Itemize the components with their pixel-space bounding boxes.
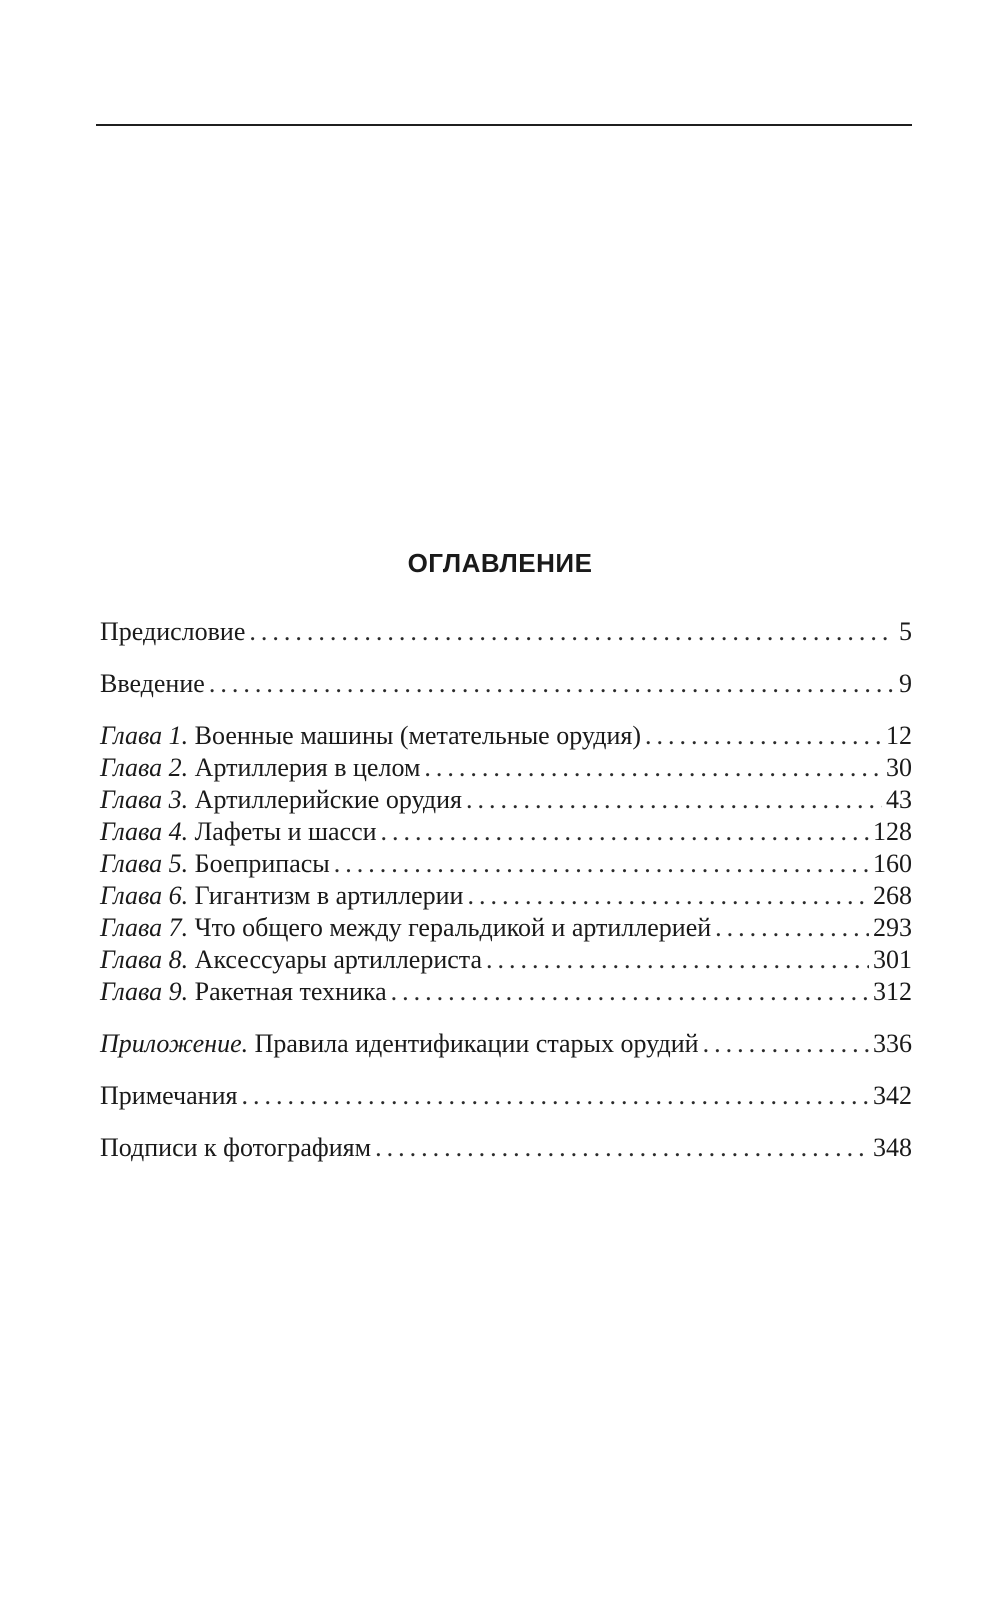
toc-group-notes [100, 1080, 912, 1112]
toc-entry-introduction [100, 668, 912, 700]
toc-group-photo-captions [100, 1132, 912, 1164]
toc-entry-label: Введение [100, 669, 205, 698]
toc-page-number: 301 [873, 945, 912, 974]
toc-entry-chapter-5 [100, 848, 912, 880]
toc-page-number: 268 [873, 881, 912, 910]
toc-entry-notes [100, 1080, 912, 1112]
toc-entry-chapter-7 [100, 912, 912, 944]
toc-entry-label [100, 944, 482, 976]
toc-page-number: 348 [873, 1133, 912, 1162]
dot-leader [381, 816, 869, 848]
toc-page-number: 12 [886, 721, 912, 750]
toc-group-chapters [100, 720, 912, 1008]
toc-entry-photo-captions [100, 1132, 912, 1164]
toc-page-number: 30 [886, 753, 912, 782]
toc-entry-label: Примечания [100, 1081, 238, 1110]
toc-group-introduction [100, 668, 912, 700]
appendix-prefix: Приложение. [100, 1029, 249, 1058]
chapter-prefix: Глава 9. [100, 977, 189, 1006]
dot-leader [249, 616, 895, 648]
chapter-title: Военные машины (метательные орудия) [194, 721, 641, 750]
chapter-title: Артиллерия в целом [194, 753, 421, 782]
dot-leader [715, 912, 869, 944]
toc-entry-label [100, 912, 711, 944]
toc-page-number: 336 [873, 1029, 912, 1058]
toc-entry-chapter-1 [100, 720, 912, 752]
toc-entry-label [100, 848, 330, 880]
toc-entry-chapter-6 [100, 880, 912, 912]
table-of-contents [100, 616, 912, 1164]
toc-entry-preface [100, 616, 912, 648]
toc-page-number: 9 [899, 669, 912, 698]
toc-page-number: 312 [873, 977, 912, 1006]
dot-leader [334, 848, 869, 880]
dot-leader [391, 976, 869, 1008]
chapter-prefix: Глава 8. [100, 945, 189, 974]
toc-entry-chapter-4 [100, 816, 912, 848]
dot-leader [467, 880, 869, 912]
toc-page-number: 293 [873, 913, 912, 942]
toc-entry-label [100, 784, 462, 816]
toc-entry-label [100, 816, 377, 848]
chapter-title: Артиллерийские орудия [194, 785, 462, 814]
toc-entry-label [100, 720, 641, 752]
toc-entry-appendix [100, 1028, 912, 1060]
chapter-title: Ракетная техника [194, 977, 387, 1006]
toc-entry-chapter-2 [100, 752, 912, 784]
dot-leader [241, 1080, 869, 1112]
top-rule [96, 124, 912, 126]
toc-page-number: 5 [899, 617, 912, 646]
toc-entry-label [100, 1028, 699, 1060]
chapter-title: Боеприпасы [194, 849, 330, 878]
dot-leader [466, 784, 882, 816]
toc-page-number: 43 [886, 785, 912, 814]
toc-page-number: 128 [873, 817, 912, 846]
toc-entry-chapter-8 [100, 944, 912, 976]
toc-entry-label: Предисловие [100, 617, 246, 646]
toc-group-appendix [100, 1028, 912, 1060]
dot-leader [375, 1132, 869, 1164]
toc-entry-chapter-9 [100, 976, 912, 1008]
toc-group-preface [100, 616, 912, 648]
appendix-title: Правила идентификации старых орудий [254, 1029, 699, 1058]
chapter-prefix: Глава 6. [100, 881, 189, 910]
toc-entry-label [100, 976, 387, 1008]
chapter-prefix: Глава 4. [100, 817, 189, 846]
chapter-title: Что общего между геральдикой и артиллерией [194, 913, 712, 942]
toc-entry-label: Подписи к фотографиям [100, 1133, 372, 1162]
chapter-title: Лафеты и шасси [194, 817, 377, 846]
dot-leader [424, 752, 882, 784]
chapter-prefix: Глава 2. [100, 753, 189, 782]
dot-leader [486, 944, 869, 976]
chapter-prefix: Глава 7. [100, 913, 189, 942]
dot-leader [645, 720, 882, 752]
toc-entry-chapter-3 [100, 784, 912, 816]
dot-leader [209, 668, 895, 700]
toc-entry-label [100, 752, 420, 784]
toc-page-number: 342 [873, 1081, 912, 1110]
dot-leader [703, 1028, 869, 1060]
toc-page-number: 160 [873, 849, 912, 878]
toc-heading: ОГЛАВЛЕНИЕ [407, 548, 593, 578]
toc-entry-label [100, 880, 463, 912]
chapter-prefix: Глава 1. [100, 721, 189, 750]
chapter-prefix: Глава 3. [100, 785, 189, 814]
chapter-title: Гигантизм в артиллерии [194, 881, 464, 910]
chapter-title: Аксессуары артиллериста [194, 945, 483, 974]
chapter-prefix: Глава 5. [100, 849, 189, 878]
